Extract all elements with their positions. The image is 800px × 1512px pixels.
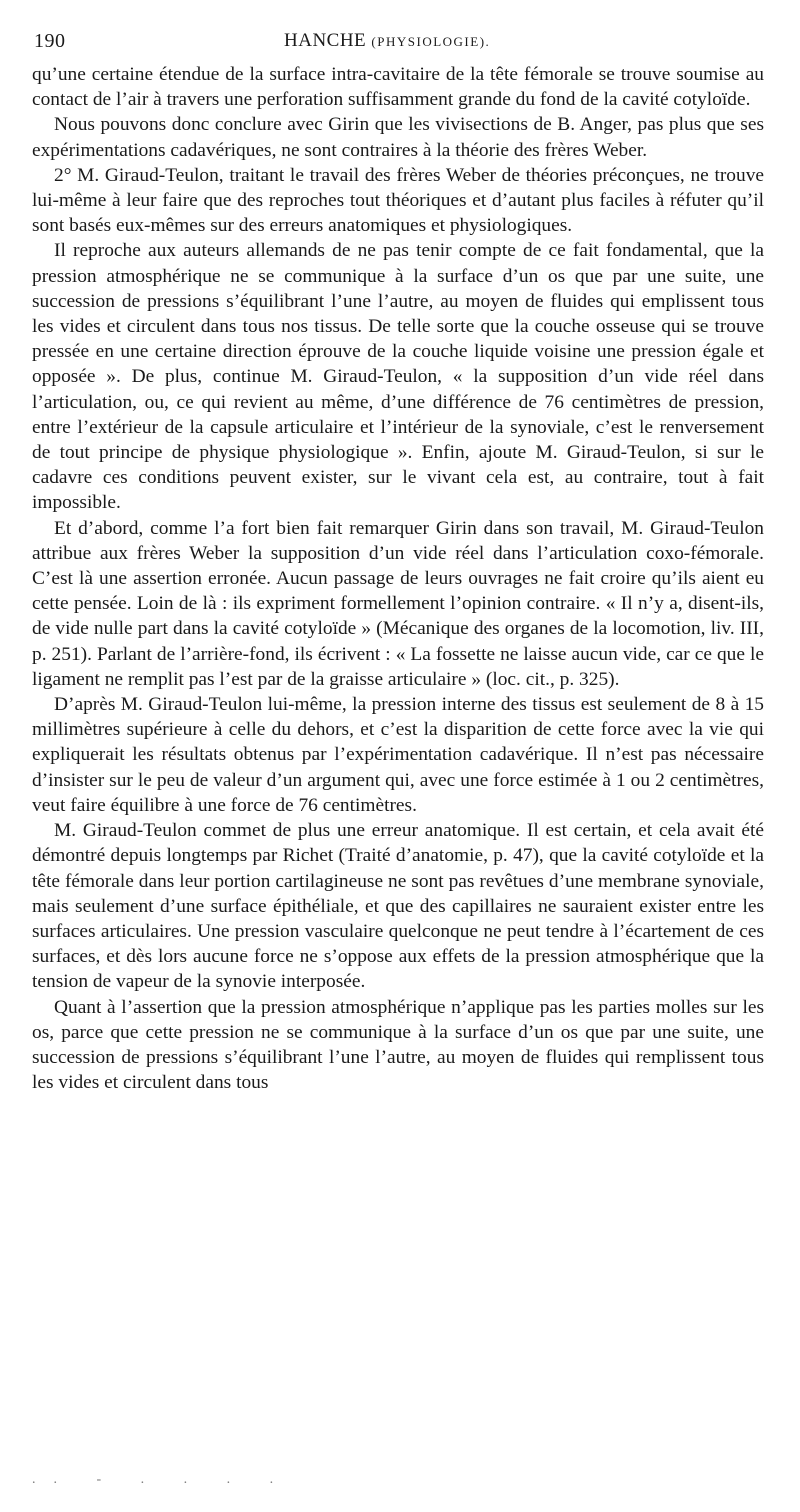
scan-noise-marks: .. - . . . .: [32, 1472, 292, 1487]
paragraph-3: 2° M. Giraud-Teulon, traitant le travail des frères Weber de théories préconçues, ne trouve lui-même à leur faire que des reproches tout théoriques et d’autant plus faciles à réfuter qu’il sont basés eux-mêmes sur des erreurs anatomiques et physiologiques.: [32, 164, 764, 237]
document-page: [32, 26, 764, 1095]
running-header: [32, 26, 764, 62]
body-text: [32, 62, 764, 1095]
running-title-main: HANCHE: [284, 30, 367, 51]
paragraph-1: qu’une certaine étendue de la surface intra-cavitaire de la tête fémorale se trouve soumise au contact de l’air à travers une perforation suffisamment grande du fond de la cavité cotyloïde.: [32, 64, 764, 111]
page-number: 190: [34, 30, 66, 52]
paragraph-7: M. Giraud-Teulon commet de plus une erreur anatomique. Il est certain, et cela avait été démontré depuis longtemps par Richet (Traité d’anatomie, p. 47), que la cavité cotyloïde et la tête fémorale dans leur portion cartilagineuse ne sont pas revêtues d’une membrane synoviale, mais seulement d’une surface épithéliale, et que des capillaires ne sauraient exister entre les surfaces articulaires. Une pression vasculaire quelconque ne peut tendre à l’écartement de ces surfaces, et dès lors aucune force ne s’oppose aux effets de la pression atmosphérique que la tension de vapeur de la synovie interposée.: [32, 820, 764, 993]
paragraph-2: Nous pouvons donc conclure avec Girin que les vivisections de B. Anger, pas plus que ses expérimentations cadavériques, ne sont contraires à la théorie des frères Weber.: [32, 114, 764, 161]
paragraph-8: Quant à l’assertion que la pression atmosphérique n’applique pas les parties molles sur les os, parce que cette pression ne se communique à la surface d’un os que par une suite, une succession de pressions s’équilibrant l’une l’autre, au moyen de fluides qui remplissent tous les vides et circulent dans tous: [32, 996, 764, 1094]
paragraph-6: D’après M. Giraud-Teulon lui-même, la pression interne des tissus est seulement de 8 à 15 millimètres supérieure à celle du dehors, et c’est la disparition de cette force avec la vie qui expliquerait les résultats obtenus par l’expérimentation cadavérique. Il n’est pas nécessaire d’insister sur le peu de valeur d’un argument qui, avec une force estimée à 1 ou 2 centimètres, veut faire équilibre à une force de 76 centimètres.: [32, 694, 764, 816]
running-title-sub: (PHYSIOLOGIE).: [371, 34, 491, 49]
paragraph-5: Et d’abord, comme l’a fort bien fait remarquer Girin dans son travail, M. Giraud-Teulon attribue aux frères Weber la supposition d’un vide réel dans l’articulation coxo-fémorale. C’est là une assertion erronée. Aucun passage de leurs ouvrages ne fait croire qu’ils aient eu cette pensée. Loin de là : ils expriment formellement l’opinion contraire. « Il n’y a, disent-ils, de vide nulle part dans la cavité cotyloïde » (Mécanique des organes de la locomotion, liv. III, p. 251). Parlant de l’arrière-fond, ils écrivent : « La fossette ne laisse aucun vide, car ce que le ligament ne remplit pas l’est par de la graisse articulaire » (loc. cit., p. 325).: [32, 517, 764, 690]
paragraph-4: Il reproche aux auteurs allemands de ne pas tenir compte de ce fait fondamental, que la pression atmosphérique ne se communique à la surface d’un os que par une suite, une succession de pressions s’équilibrant l’une l’autre, au moyen de fluides qui emplissent tous les vides et circulent dans tous nos tissus. De telle sorte que la couche osseuse qui se trouve pressée en une certaine direction éprouve de la couche liquide voisine une pression égale et opposée ». De plus, continue M. Giraud-Teulon, « la supposition d’un vide réel dans l’articulation, ou, ce qui revient au même, d’une différence de 76 centimètres de pression, entre l’extérieur de la capsule articulaire et l’intérieur de la synoviale, c’est le renversement de tout principe de physique physiologique ». Enfin, ajoute M. Giraud-Teulon, si sur le cadavre ces conditions peuvent exister, sur le vivant cela est, au contraire, tout à fait impossible.: [32, 240, 764, 514]
running-title: [284, 30, 490, 52]
